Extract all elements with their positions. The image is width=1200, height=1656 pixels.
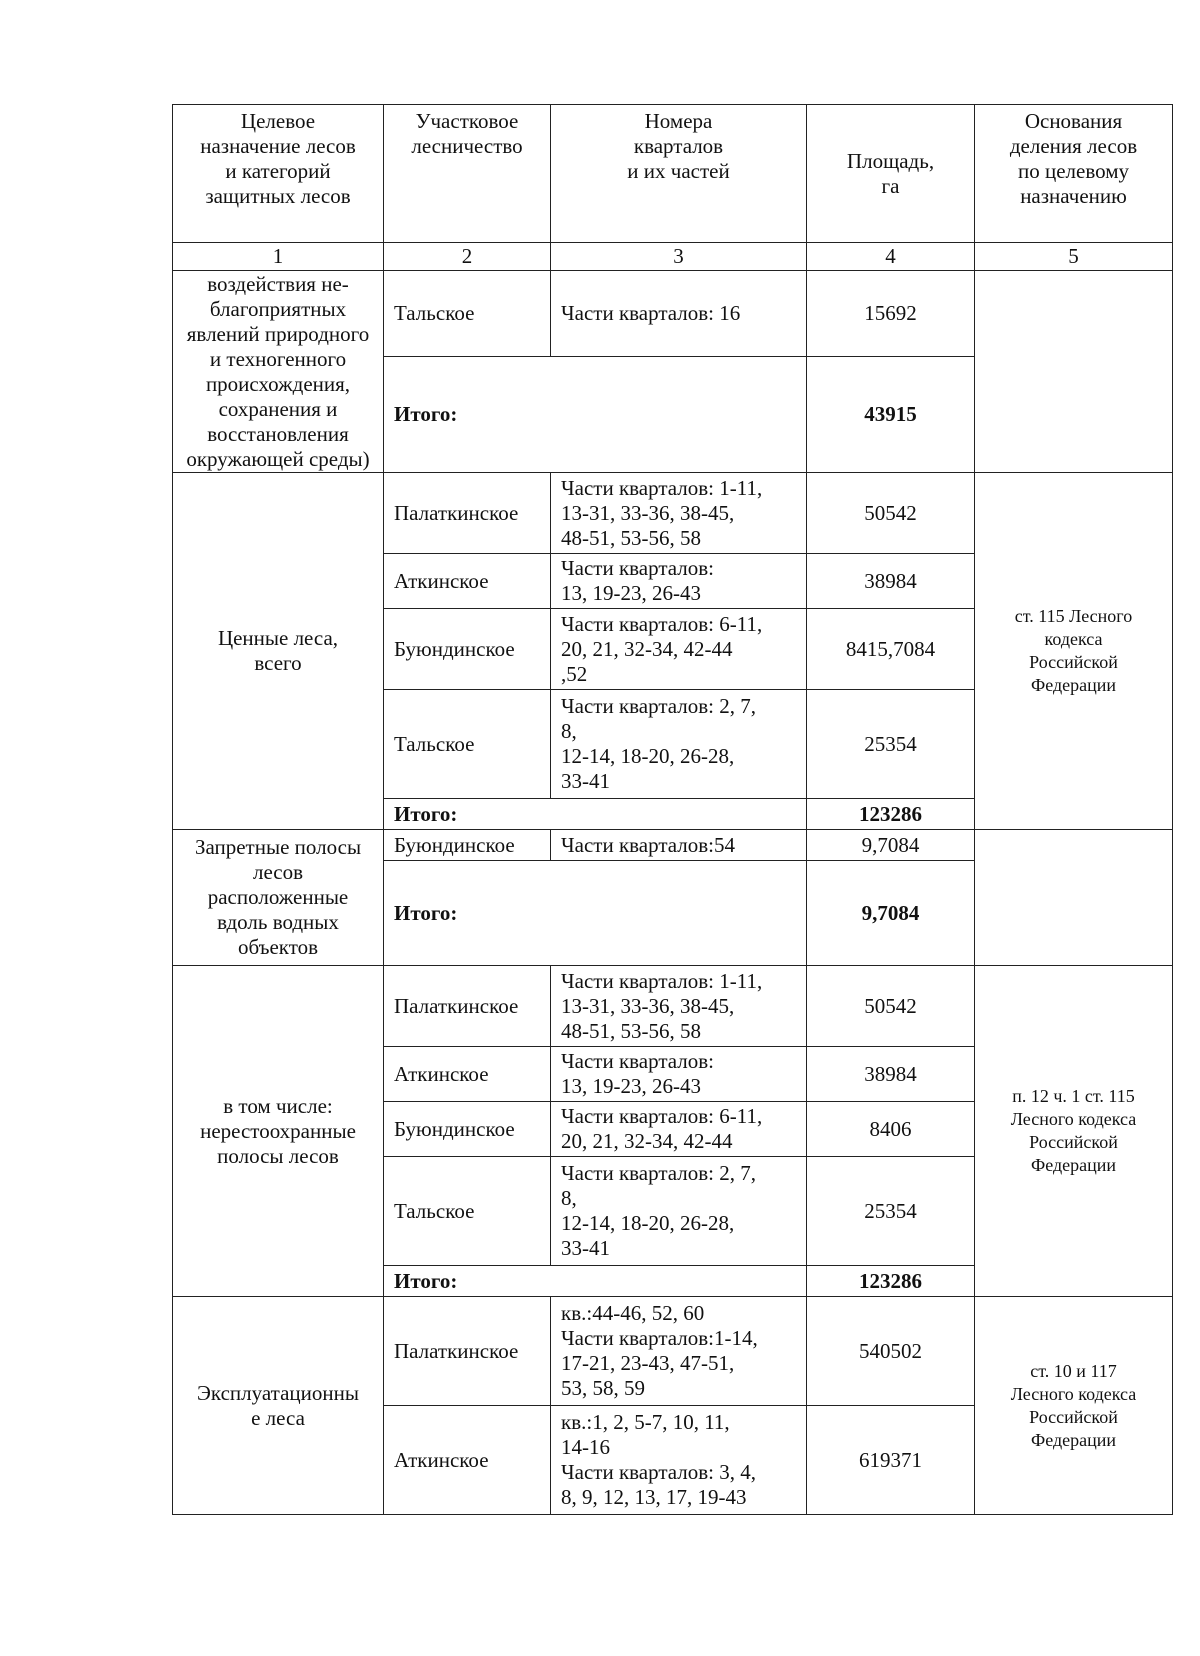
forestry-name: Буюндинское [384,830,551,861]
forestry-name: Аткинское [384,554,551,609]
header-purpose: Целевое назначение лесов и категорий защитных лесов [173,105,384,243]
area-value: 38984 [807,1047,975,1102]
quarter-numbers: кв.:44-46, 52, 60 Части кварталов:1-14, 17-21, 23-43, 47-51, 53, 58, 59 [551,1297,807,1406]
table-row [173,473,1173,554]
total-label: Итого: [384,861,807,966]
total-area: 123286 [807,1266,975,1297]
quarter-numbers: Части кварталов: 1-11, 13-31, 33-36, 38-45, 48-51, 53-56, 58 [551,966,807,1047]
division-basis: ст. 10 и 117 Лесного кодекса Российской Федерации [975,1297,1173,1515]
area-value: 540502 [807,1297,975,1406]
area-value: 8415,7084 [807,609,975,690]
area-value: 50542 [807,966,975,1047]
table-row [173,966,1173,1047]
total-label: Итого: [384,1266,807,1297]
table-row [173,1297,1173,1406]
area-value: 38984 [807,554,975,609]
forestry-name: Буюндинское [384,1102,551,1157]
purpose-category: Ценные леса, всего [173,473,384,830]
col-number: 5 [975,243,1173,271]
total-label: Итого: [384,357,807,473]
area-value: 25354 [807,1157,975,1266]
header-row [173,105,1173,243]
header-basis: Основания деления лесов по целевому назначению [975,105,1173,243]
area-value: 619371 [807,1406,975,1515]
purpose-category: в том числе: нерестоохранные полосы лесов [173,966,384,1297]
forestry-name: Аткинское [384,1406,551,1515]
purpose-category: Эксплуатационны е леса [173,1297,384,1515]
forestry-name: Аткинское [384,1047,551,1102]
col-number: 1 [173,243,384,271]
col-number: 2 [384,243,551,271]
division-basis: ст. 115 Лесного кодекса Российской Федерации [975,473,1173,830]
col-number: 4 [807,243,975,271]
quarter-numbers: Части кварталов: 2, 7, 8, 12-14, 18-20, 26-28, 33-41 [551,690,807,799]
area-value: 9,7084 [807,830,975,861]
forestry-name: Палаткинское [384,473,551,554]
total-area: 9,7084 [807,861,975,966]
quarter-numbers: Части кварталов: 13, 19-23, 26-43 [551,1047,807,1102]
quarter-numbers: Части кварталов: 13, 19-23, 26-43 [551,554,807,609]
forestry-name: Буюндинское [384,609,551,690]
total-label: Итого: [384,799,807,830]
total-area: 123286 [807,799,975,830]
forestry-name: Палаткинское [384,966,551,1047]
forest-purpose-table [172,104,1173,1515]
table-row [173,830,1173,861]
forestry-name: Палаткинское [384,1297,551,1406]
forestry-name: Тальское [384,1157,551,1266]
area-value: 25354 [807,690,975,799]
header-quarters: Номера кварталов и их частей [551,105,807,243]
quarter-numbers: Части кварталов:54 [551,830,807,861]
quarter-numbers: Части кварталов: 6-11, 20, 21, 32-34, 42-44 [551,1102,807,1157]
division-basis [975,271,1173,473]
purpose-category: Запретные полосы лесов расположенные вдоль водных объектов [173,830,384,966]
total-area: 43915 [807,357,975,473]
purpose-category: воздействия не- благоприятных явлений природного и техногенного происхождения, сохранения и восстановления окружающей среды) [173,271,384,473]
area-value: 50542 [807,473,975,554]
quarter-numbers: Части кварталов: 2, 7, 8, 12-14, 18-20, 26-28, 33-41 [551,1157,807,1266]
column-number-row [173,243,1173,271]
quarter-numbers: Части кварталов: 1-11, 13-31, 33-36, 38-45, 48-51, 53-56, 58 [551,473,807,554]
quarter-numbers: Части кварталов: 16 [551,271,807,357]
forestry-name: Тальское [384,690,551,799]
header-area: Площадь, га [807,105,975,243]
quarter-numbers: Части кварталов: 6-11, 20, 21, 32-34, 42-44 ,52 [551,609,807,690]
area-value: 15692 [807,271,975,357]
table-row [173,271,1173,357]
col-number: 3 [551,243,807,271]
division-basis [975,830,1173,966]
quarter-numbers: кв.:1, 2, 5-7, 10, 11, 14-16 Части кварталов: 3, 4, 8, 9, 12, 13, 17, 19-43 [551,1406,807,1515]
division-basis: п. 12 ч. 1 ст. 115 Лесного кодекса Российской Федерации [975,966,1173,1297]
area-value: 8406 [807,1102,975,1157]
header-forestry: Участковое лесничество [384,105,551,243]
forestry-name: Тальское [384,271,551,357]
